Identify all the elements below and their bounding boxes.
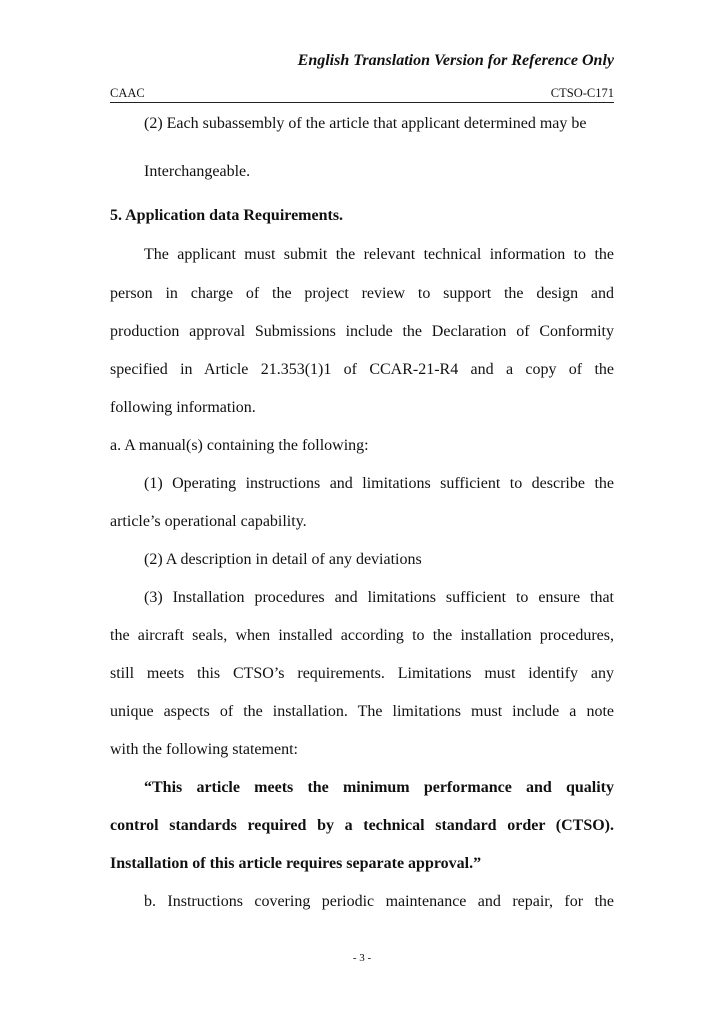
paragraph-line: (3) Installation procedures and limitations sufficient to ensure that: [144, 589, 614, 606]
required-statement: “This article meets the minimum performance and quality: [144, 779, 614, 796]
paragraph-line: still meets this CTSO’s requirements. Limitations must identify any: [110, 665, 614, 682]
translation-banner: English Translation Version for Reference Only: [297, 52, 614, 69]
paragraph-line: person in charge of the project review to support the design and: [110, 285, 614, 302]
running-header: [110, 86, 614, 103]
paragraph-line: with the following statement:: [110, 741, 298, 758]
required-statement: control standards required by a technical standard order (CTSO).: [110, 817, 614, 834]
page-number: - 3 -: [352, 952, 372, 964]
paragraph-line: unique aspects of the installation. The limitations must include a note: [110, 703, 614, 720]
paragraph-line: specified in Article 21.353(1)1 of CCAR-21-R4 and a copy of the: [110, 361, 614, 378]
paragraph-line: (2) Each subassembly of the article that applicant determined may be: [144, 115, 587, 132]
paragraph-line: b. Instructions covering periodic maintenance and repair, for the: [144, 893, 614, 910]
header-doc-id: CTSO-C171: [550, 86, 614, 100]
paragraph-line: following information.: [110, 399, 256, 416]
paragraph-line: Interchangeable.: [144, 163, 251, 180]
paragraph-line: article’s operational capability.: [110, 513, 307, 530]
required-statement: Installation of this article requires separate approval.”: [110, 855, 482, 872]
header-org: CAAC: [110, 86, 145, 100]
paragraph-line: (1) Operating instructions and limitations sufficient to describe the: [144, 475, 614, 492]
section-heading: 5. Application data Requirements.: [110, 207, 344, 224]
paragraph-line: (2) A description in detail of any deviations: [144, 551, 422, 568]
list-item-heading: a. A manual(s) containing the following:: [110, 437, 369, 454]
paragraph-line: The applicant must submit the relevant technical information to the: [144, 246, 614, 263]
paragraph-line: production approval Submissions include the Declaration of Conformity: [110, 323, 614, 340]
paragraph-line: the aircraft seals, when installed according to the installation procedures,: [110, 627, 614, 644]
